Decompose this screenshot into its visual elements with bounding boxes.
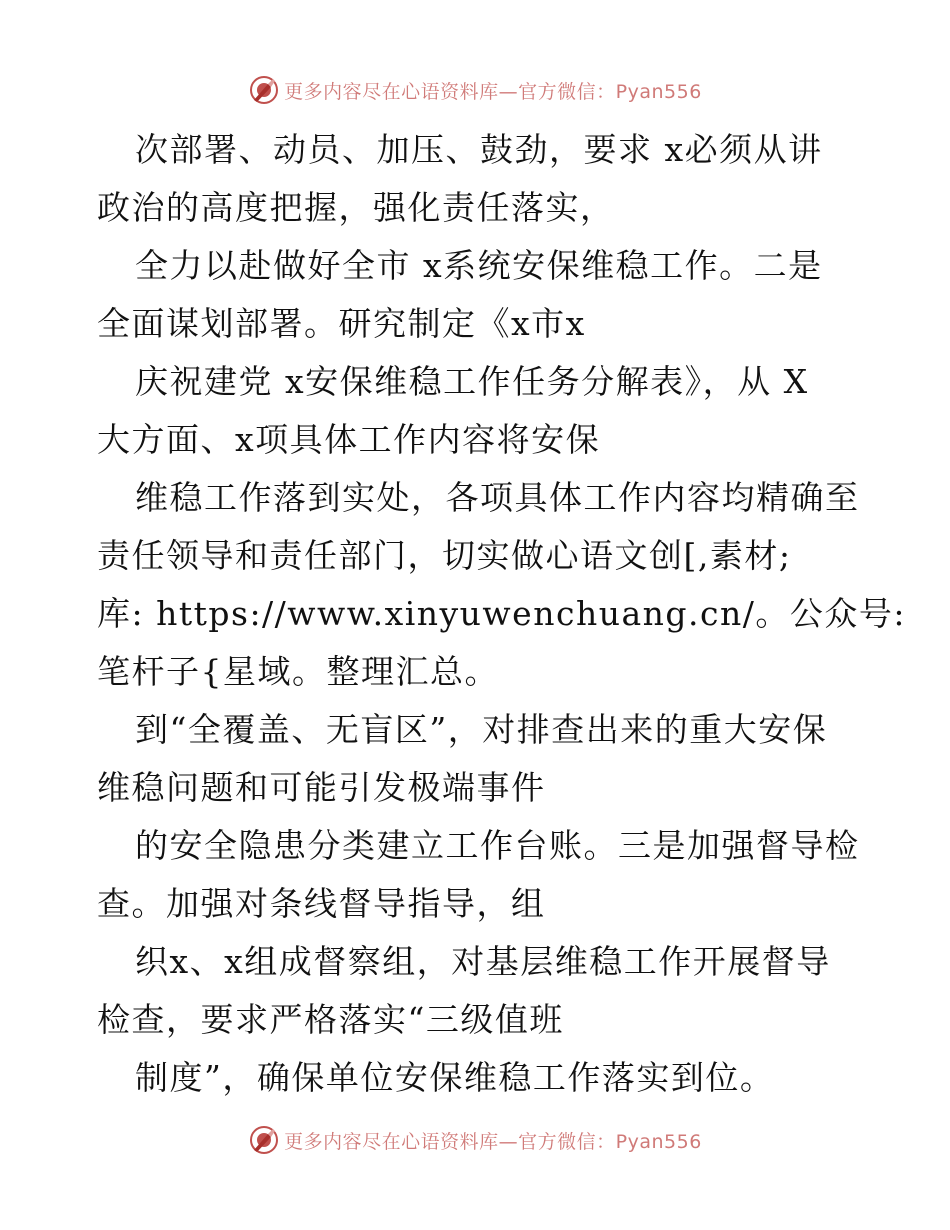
text-line: 制度”，确保单位安保维稳工作落实到位。 [135, 1058, 775, 1097]
text-line: 到“全覆盖、无盲区”，对排查出来的重大安保 [135, 710, 828, 749]
pen-logo-icon [248, 74, 280, 106]
text-line: 维稳问题和可能引发极端事件 [97, 768, 546, 807]
footer-watermark-text: 更多内容尽在心语资料库—官方微信：Pyan556 [284, 1130, 702, 1153]
header-watermark-text: 更多内容尽在心语资料库—官方微信：Pyan556 [284, 80, 702, 103]
text-line: 笔杆子{星域。整理汇总。 [97, 652, 499, 691]
text-line: 全面谋划部署。研究制定《x市x [97, 304, 586, 343]
text-line: 织x、x组成督察组，对基层维稳工作开展督导 [135, 942, 831, 981]
header-watermark-banner [0, 70, 950, 110]
text-line: 庆祝建党 x安保维稳工作任务分解表》，从 X [135, 362, 809, 401]
text-line: 大方面、x项具体工作内容将安保 [97, 420, 601, 459]
document-body [97, 121, 906, 1107]
text-line: 的安全隐患分类建立工作台账。三是加强督导检 [135, 826, 860, 865]
text-line: 政治的高度把握，强化责任落实， [97, 188, 615, 227]
text-line: 检查，要求严格落实“三级值班 [97, 1000, 564, 1039]
pen-logo-icon [248, 1124, 280, 1156]
text-line: 库: https://www.xinyuwenchuang.cn/。公众号: [97, 594, 906, 633]
text-line: 查。加强对条线督导指导，组 [97, 884, 546, 923]
footer-watermark-banner [0, 1120, 950, 1160]
text-line: 维稳工作落到实处，各项具体工作内容均精确至 [135, 478, 860, 517]
text-line: 次部署、动员、加压、鼓劲，要求 x必须从讲 [135, 130, 823, 169]
text-line: 全力以赴做好全市 x系统安保维稳工作。二是 [135, 246, 823, 285]
text-line: 责任领导和责任部门，切实做心语文创[,素材; [97, 536, 792, 575]
